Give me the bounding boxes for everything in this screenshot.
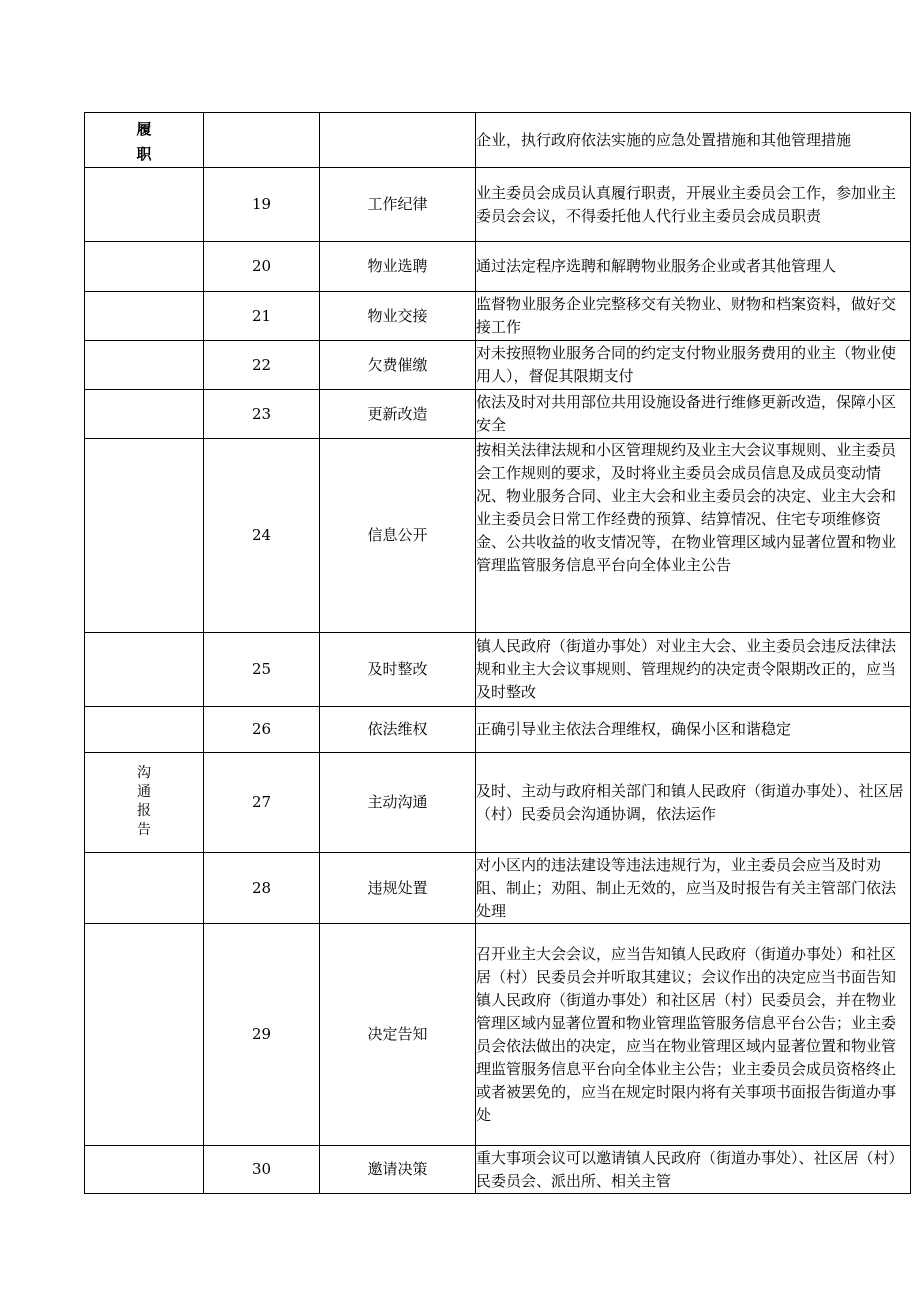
serial-number-cell: 23	[204, 390, 320, 439]
serial-number-cell: 21	[204, 292, 320, 341]
item-name-cell: 邀请决策	[320, 1146, 476, 1194]
description-cell: 镇人民政府（街道办事处）对业主大会、业主委员会违反法律法规和业主大会议事规则、管理规约的决定责令限期改正的，应当及时整改	[476, 633, 911, 707]
table-row	[85, 633, 911, 707]
description-cell: 监督物业服务企业完整移交有关物业、财物和档案资料，做好交接工作	[476, 292, 911, 341]
table-row	[85, 292, 911, 341]
serial-number-cell: 26	[204, 707, 320, 753]
item-name-cell: 主动沟通	[320, 753, 476, 853]
table-row	[85, 853, 911, 924]
category-cell	[85, 1146, 204, 1194]
table-row	[85, 113, 911, 168]
duties-table-body	[85, 113, 911, 1194]
item-name-cell: 物业交接	[320, 292, 476, 341]
table-row	[85, 341, 911, 390]
category-label: 履职	[136, 120, 152, 163]
description-cell: 召开业主大会会议，应当告知镇人民政府（街道办事处）和社区居（村）民委员会并听取其建议；会议作出的决定应当书面告知镇人民政府（街道办事处）和社区居（村）民委员会，并在物业管理区域内显著位置和物业管理监管服务信息平台公告；业主委员会依法做出的决定，应当在物业管理区域内显著位置和物业管理监管服务信息平台向全体业主公告；业主委员会成员资格终止或者被罢免的，应当在规定时限内将有关事项书面报告街道办事处	[476, 924, 911, 1146]
description-cell: 正确引导业主依法合理维权，确保小区和谐稳定	[476, 707, 911, 753]
item-name-cell: 欠费催缴	[320, 341, 476, 390]
category-cell	[85, 707, 204, 753]
table-row	[85, 753, 911, 853]
table-row	[85, 390, 911, 439]
serial-number-cell: 24	[204, 439, 320, 633]
category-cell	[85, 292, 204, 341]
category-cell	[85, 341, 204, 390]
table-row	[85, 707, 911, 753]
serial-number-cell: 20	[204, 242, 320, 292]
item-name-cell: 工作纪律	[320, 168, 476, 242]
description-cell: 重大事项会议可以邀请镇人民政府（街道办事处）、社区居（村）民委员会、派出所、相关主管	[476, 1146, 911, 1194]
category-cell	[85, 242, 204, 292]
item-name-cell: 依法维权	[320, 707, 476, 753]
category-label: 沟通报告	[136, 765, 151, 838]
category-cell	[85, 113, 204, 168]
item-name-cell	[320, 113, 476, 168]
table-row	[85, 168, 911, 242]
category-cell	[85, 168, 204, 242]
description-cell: 业主委员会成员认真履行职责，开展业主委员会工作，参加业主委员会会议，不得委托他人代行业主委员会成员职责	[476, 168, 911, 242]
duties-table	[84, 112, 911, 1194]
description-cell: 通过法定程序选聘和解聘物业服务企业或者其他管理人	[476, 242, 911, 292]
description-cell: 对未按照物业服务合同的约定支付物业服务费用的业主（物业使用人），督促其限期支付	[476, 341, 911, 390]
item-name-cell: 决定告知	[320, 924, 476, 1146]
serial-number-cell: 28	[204, 853, 320, 924]
category-cell	[85, 390, 204, 439]
serial-number-cell: 22	[204, 341, 320, 390]
table-row	[85, 242, 911, 292]
table-row	[85, 439, 911, 633]
category-cell	[85, 924, 204, 1146]
serial-number-cell: 29	[204, 924, 320, 1146]
description-cell: 企业，执行政府依法实施的应急处置措施和其他管理措施	[476, 113, 911, 168]
serial-number-cell	[204, 113, 320, 168]
serial-number-cell: 30	[204, 1146, 320, 1194]
category-cell	[85, 853, 204, 924]
table-row	[85, 924, 911, 1146]
serial-number-cell: 27	[204, 753, 320, 853]
description-cell: 对小区内的违法建设等违法违规行为，业主委员会应当及时劝阻、制止；劝阻、制止无效的，应当及时报告有关主管部门依法处理	[476, 853, 911, 924]
category-cell	[85, 753, 204, 853]
serial-number-cell: 25	[204, 633, 320, 707]
item-name-cell: 及时整改	[320, 633, 476, 707]
description-cell: 依法及时对共用部位共用设施设备进行维修更新改造，保障小区安全	[476, 390, 911, 439]
item-name-cell: 违规处置	[320, 853, 476, 924]
table-row	[85, 1146, 911, 1194]
description-cell: 按相关法律法规和小区管理规约及业主大会议事规则、业主委员会工作规则的要求，及时将业主委员会成员信息及成员变动情况、物业服务合同、业主大会和业主委员会的决定、业主大会和业主委员会日常工作经费的预算、结算情况、住宅专项维修资金、公共收益的收支情况等，在物业管理区域内显著位置和物业管理监管服务信息平台向全体业主公告	[476, 439, 911, 633]
item-name-cell: 更新改造	[320, 390, 476, 439]
category-cell	[85, 439, 204, 633]
category-cell	[85, 633, 204, 707]
serial-number-cell: 19	[204, 168, 320, 242]
item-name-cell: 信息公开	[320, 439, 476, 633]
description-cell: 及时、主动与政府相关部门和镇人民政府（街道办事处）、社区居（村）民委员会沟通协调，依法运作	[476, 753, 911, 853]
item-name-cell: 物业选聘	[320, 242, 476, 292]
